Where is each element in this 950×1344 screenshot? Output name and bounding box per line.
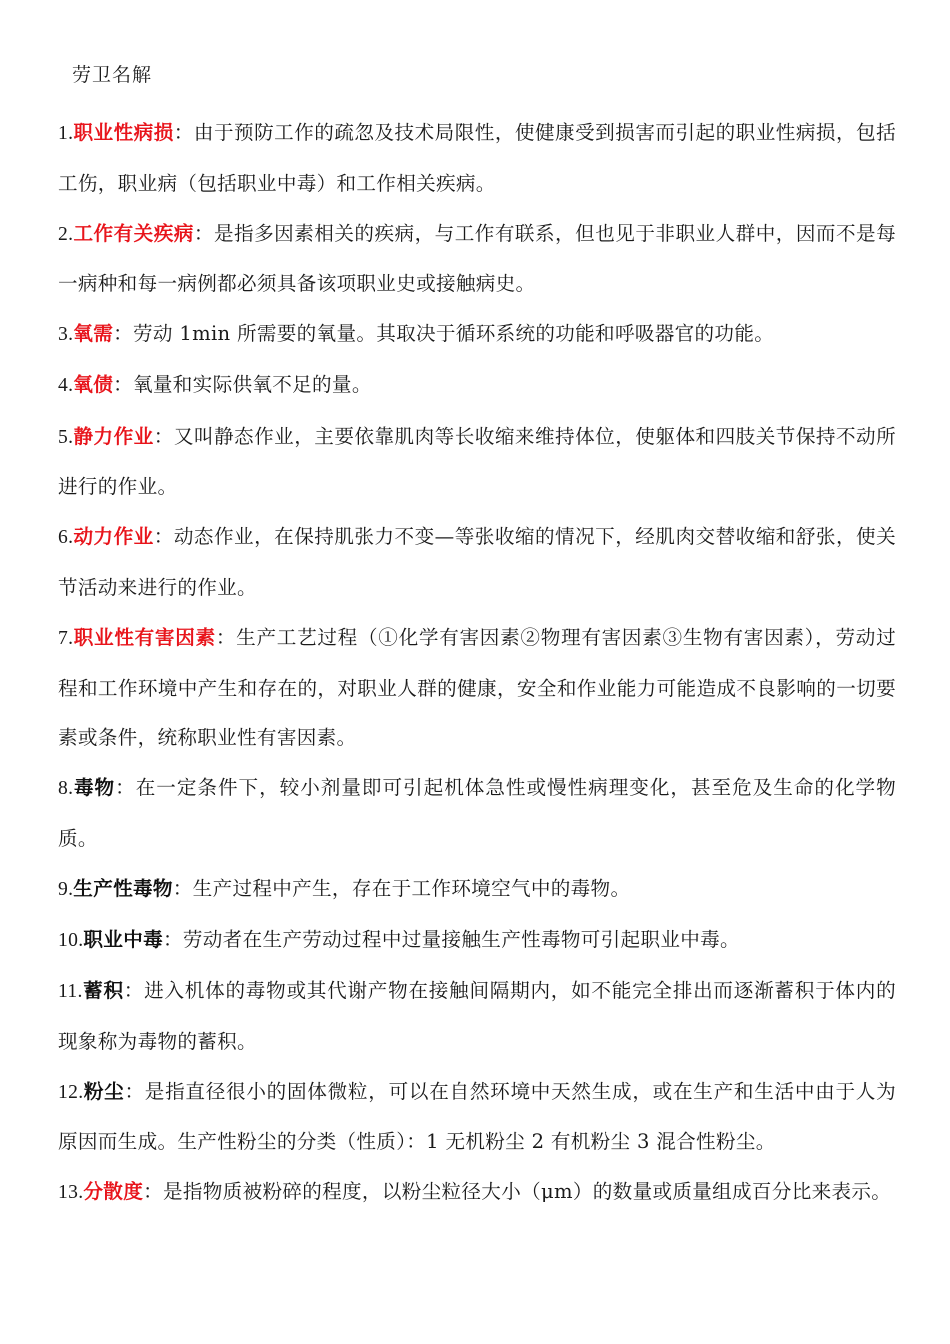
entry-number: 11. bbox=[58, 981, 83, 1003]
entry-term: 粉尘 bbox=[83, 1079, 125, 1103]
entry-text: 是指多因素相关的疾病，与工作有联系，但也见于非职业人群中，因而不是每一病种和每一病例都必须具备该项职业史或接触病史。 bbox=[58, 221, 896, 296]
entry-text: 是指物质被粉碎的程度，以粉尘粒径大小（μm）的数量或质量组成百分比来表示。 bbox=[163, 1180, 892, 1204]
definition-entry bbox=[58, 309, 896, 360]
entry-term: 职业性有害因素 bbox=[73, 625, 216, 649]
entry-separator: ： bbox=[113, 373, 133, 397]
entry-separator: ： bbox=[123, 979, 145, 1003]
entry-number: 8. bbox=[58, 778, 74, 800]
entry-number: 7. bbox=[58, 627, 74, 649]
entry-term: 氧需 bbox=[73, 322, 114, 346]
entry-text: 生产过程中产生，存在于工作环境空气中的毒物。 bbox=[192, 876, 631, 900]
entry-separator: ： bbox=[113, 322, 133, 346]
definition-entry bbox=[58, 763, 896, 863]
definition-entry bbox=[58, 209, 896, 309]
entry-text: 劳动 1min 所需要的氧量。其取决于循环系统的功能和呼吸器官的功能。 bbox=[133, 322, 775, 346]
definition-entry bbox=[58, 864, 896, 915]
entry-term: 氧债 bbox=[73, 373, 114, 397]
entry-term: 毒物 bbox=[73, 776, 116, 800]
definition-entry bbox=[58, 412, 896, 512]
entry-number: 9. bbox=[58, 878, 74, 900]
entry-number: 13. bbox=[58, 1182, 84, 1204]
entry-separator: ： bbox=[173, 121, 194, 144]
definition-entry bbox=[58, 613, 896, 763]
definition-entry bbox=[58, 915, 896, 966]
definition-list bbox=[58, 108, 896, 1219]
entry-term: 蓄积 bbox=[82, 979, 124, 1003]
definition-entry bbox=[58, 108, 896, 208]
entry-number: 2. bbox=[58, 223, 74, 245]
definition-entry bbox=[58, 966, 896, 1066]
entry-text: 生产工艺过程（①化学有害因素②物理有害因素③生物有害因素），劳动过程和工作环境中产生和存在的，对职业人群的健康，安全和作业能力可能造成不良影响的一切要素或条件，统称职业性有害因素。 bbox=[58, 625, 896, 750]
definition-entry bbox=[58, 360, 896, 411]
entry-term: 生产性毒物 bbox=[73, 876, 173, 900]
entry-number: 12. bbox=[58, 1081, 84, 1103]
entry-separator: ： bbox=[193, 221, 214, 245]
entry-number: 3. bbox=[58, 324, 74, 346]
entry-term: 职业中毒 bbox=[83, 928, 163, 951]
entry-separator: ： bbox=[124, 1079, 145, 1103]
entry-number: 4. bbox=[58, 375, 74, 397]
entry-text: 氧量和实际供氧不足的量。 bbox=[133, 373, 372, 397]
entry-text: 是指直径很小的固体微粒，可以在自然环境中天然生成，或在生产和生活中由于人为原因而生成。生产性粉尘的分类（性质）：1 无机粉尘 2 有机粉尘 3 混合性粉尘。 bbox=[58, 1079, 896, 1154]
entry-term: 职业性病损 bbox=[73, 121, 174, 144]
definition-entry bbox=[58, 512, 896, 612]
entry-separator: ： bbox=[162, 928, 183, 951]
entry-separator: ： bbox=[143, 1180, 163, 1204]
entry-number: 10. bbox=[58, 930, 84, 951]
entry-separator: ： bbox=[172, 876, 193, 900]
document-title: 劳卫名解 bbox=[72, 64, 153, 86]
definition-entry bbox=[58, 1067, 896, 1167]
entry-separator: ： bbox=[153, 525, 174, 549]
entry-term: 分散度 bbox=[83, 1180, 144, 1204]
entry-separator: ： bbox=[153, 424, 174, 448]
entry-text: 在一定条件下，较小剂量即可引起机体急性或慢性病理变化，甚至危及生命的化学物质。 bbox=[58, 776, 896, 850]
entry-term: 静力作业 bbox=[73, 424, 154, 448]
entry-text: 动态作业，在保持肌张力不变—等张收缩的情况下，经肌肉交替收缩和舒张，使关节活动来进行的作业。 bbox=[58, 525, 896, 599]
entry-separator: ： bbox=[215, 625, 237, 649]
entry-number: 5. bbox=[58, 426, 74, 448]
entry-text: 劳动者在生产劳动过程中过量接触生产性毒物可引起职业中毒。 bbox=[182, 928, 740, 951]
entry-separator: ： bbox=[115, 776, 136, 800]
entry-number: 1. bbox=[58, 123, 74, 144]
entry-text: 进入机体的毒物或其代谢产物在接触间隔期内，如不能完全排出而逐渐蓄积于体内的现象称为毒物的蓄积。 bbox=[58, 979, 896, 1053]
entry-term: 工作有关疾病 bbox=[73, 221, 194, 245]
entry-text: 由于预防工作的疏忽及技术局限性，使健康受到损害而引起的职业性病损，包括工伤，职业病（包括职业中毒）和工作相关疾病。 bbox=[58, 121, 896, 195]
entry-text: 又叫静态作业，主要依靠肌肉等长收缩来维持体位，使躯体和四肢关节保持不动所进行的作业。 bbox=[58, 424, 896, 499]
entry-number: 6. bbox=[58, 527, 74, 549]
entry-term: 动力作业 bbox=[73, 525, 154, 549]
definition-entry bbox=[58, 1167, 896, 1218]
